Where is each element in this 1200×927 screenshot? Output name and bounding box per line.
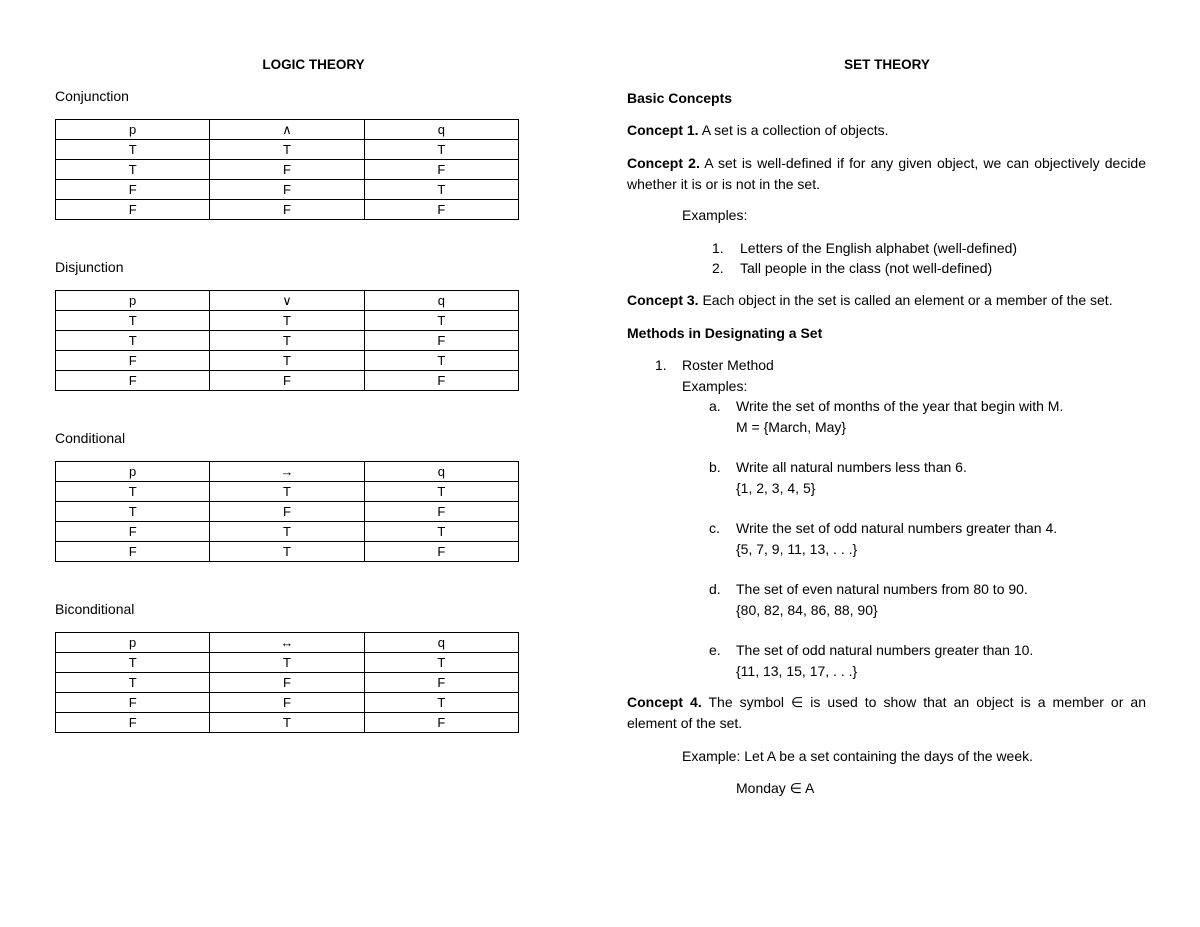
truth-table-row xyxy=(56,653,519,673)
truth-table-cell: T xyxy=(210,482,364,502)
roster-example-text: Write all natural numbers less than 6. xyxy=(736,459,967,475)
basic-concepts-heading: Basic Concepts xyxy=(627,90,733,106)
truth-table-cell: F xyxy=(56,693,210,713)
truth-table-cell: F xyxy=(210,502,364,522)
truth-table-header-row xyxy=(56,291,519,311)
truth-table-header-row xyxy=(56,633,519,653)
truth-table-label: Biconditional xyxy=(55,601,135,617)
truth-table-header-row xyxy=(56,462,519,482)
concept-4-example: Example: Let A be a set containing the days of the week. xyxy=(682,748,1034,764)
truth-table-row xyxy=(56,693,519,713)
truth-table-cell: F xyxy=(364,502,518,522)
roster-example-answer: {11, 13, 15, 17, . . .} xyxy=(736,663,858,679)
roster-example-text: Write the set of months of the year that begin with M. xyxy=(736,398,1064,414)
truth-table-cell: F xyxy=(56,351,210,371)
roster-example-answer: {1, 2, 3, 4, 5} xyxy=(736,480,816,496)
truth-table-row xyxy=(56,542,519,562)
truth-table-cell: T xyxy=(210,542,364,562)
truth-table-row xyxy=(56,200,519,220)
truth-table-cell: F xyxy=(56,371,210,391)
roster-example-letter: a. xyxy=(709,398,721,414)
roster-example-answer: M = {March, May} xyxy=(736,419,847,435)
truth-table-cell: T xyxy=(56,482,210,502)
truth-table-cell: F xyxy=(210,160,364,180)
truth-table-cell: T xyxy=(364,482,518,502)
truth-table-row xyxy=(56,502,519,522)
method-1-name: Roster Method xyxy=(682,357,774,373)
truth-table-cell: F xyxy=(56,542,210,562)
roster-example-text: The set of even natural numbers from 80 to 90. xyxy=(736,581,1028,597)
truth-table-header-cell: → xyxy=(210,462,364,482)
truth-table-cell: T xyxy=(364,693,518,713)
concept-3-label: Concept 3. xyxy=(627,292,699,308)
truth-table-row xyxy=(56,140,519,160)
concept-4-label: Concept 4. xyxy=(627,694,702,710)
concept-4-example-answer: Monday ∈ A xyxy=(736,780,815,796)
truth-table-header-cell: q xyxy=(364,462,518,482)
truth-table-cell: F xyxy=(364,713,518,733)
truth-table-cell: T xyxy=(56,140,210,160)
truth-table-cell: T xyxy=(210,713,364,733)
method-1-num: 1. xyxy=(655,357,667,373)
truth-table-cell: F xyxy=(210,693,364,713)
truth-table-cell: T xyxy=(364,311,518,331)
truth-table xyxy=(55,632,519,733)
truth-table-header-cell: p xyxy=(56,462,210,482)
concept-2-text: A set is well-defined if for any given object, we can objectively decide whether it is or is not in the set. xyxy=(627,155,1146,192)
truth-table-cell: T xyxy=(56,311,210,331)
truth-table-label: Disjunction xyxy=(55,259,124,275)
truth-table-cell: F xyxy=(364,371,518,391)
truth-table-row xyxy=(56,351,519,371)
truth-table-cell: T xyxy=(364,653,518,673)
truth-table-cell: F xyxy=(56,522,210,542)
roster-example-text: Write the set of odd natural numbers greater than 4. xyxy=(736,520,1058,536)
truth-table-row xyxy=(56,311,519,331)
truth-table-cell: T xyxy=(364,351,518,371)
truth-table xyxy=(55,461,519,562)
truth-table-row xyxy=(56,482,519,502)
concept-2 xyxy=(627,153,1146,195)
truth-table-header-cell: p xyxy=(56,120,210,140)
truth-table xyxy=(55,290,519,391)
truth-table-cell: T xyxy=(364,522,518,542)
truth-table xyxy=(55,119,519,220)
truth-table-cell: T xyxy=(210,140,364,160)
truth-table-cell: T xyxy=(364,180,518,200)
truth-table-label: Conditional xyxy=(55,430,126,446)
example-2-num: 2. xyxy=(712,260,724,276)
truth-table-cell: T xyxy=(210,653,364,673)
truth-table-cell: F xyxy=(210,371,364,391)
truth-table-row xyxy=(56,180,519,200)
truth-table-header-cell: q xyxy=(364,291,518,311)
concept-1-text: A set is a collection of objects. xyxy=(701,122,889,138)
truth-table-header-cell: p xyxy=(56,291,210,311)
truth-table-cell: T xyxy=(210,522,364,542)
concept-2-label: Concept 2. xyxy=(627,155,700,171)
truth-table-cell: T xyxy=(56,673,210,693)
truth-table-cell: T xyxy=(210,311,364,331)
example-1-text: Letters of the English alphabet (well-defined) xyxy=(740,240,1018,256)
truth-table-cell: T xyxy=(210,351,364,371)
method-1-examples-label: Examples: xyxy=(682,378,748,394)
truth-table-cell: F xyxy=(364,673,518,693)
truth-table-row xyxy=(56,160,519,180)
set-theory-title: SET THEORY xyxy=(844,57,930,72)
truth-table-cell: F xyxy=(364,542,518,562)
concept-2-examples-label: Examples: xyxy=(682,207,748,223)
truth-table-cell: T xyxy=(210,331,364,351)
concept-1-label: Concept 1. xyxy=(627,122,699,138)
roster-example-text: The set of odd natural numbers greater than 10. xyxy=(736,642,1034,658)
truth-table-cell: F xyxy=(56,713,210,733)
example-1-num: 1. xyxy=(712,240,724,256)
truth-table-row xyxy=(56,673,519,693)
truth-table-header-cell: p xyxy=(56,633,210,653)
truth-table-cell: T xyxy=(56,160,210,180)
truth-table-cell: F xyxy=(210,673,364,693)
roster-example-answer: {80, 82, 84, 86, 88, 90} xyxy=(736,602,878,618)
truth-table-header-row xyxy=(56,120,519,140)
truth-table-header-cell: ∧ xyxy=(210,120,364,140)
concept-4 xyxy=(627,692,1146,734)
methods-heading: Methods in Designating a Set xyxy=(627,325,823,341)
truth-table-cell: F xyxy=(364,160,518,180)
truth-table-cell: F xyxy=(210,180,364,200)
truth-table-cell: T xyxy=(56,653,210,673)
truth-table-row xyxy=(56,331,519,351)
concept-4-text: The symbol ∈ is used to show that an object is a member or an element of the set. xyxy=(627,694,1146,731)
truth-table-row xyxy=(56,522,519,542)
logic-theory-title: LOGIC THEORY xyxy=(262,57,365,72)
roster-example-letter: b. xyxy=(709,459,721,475)
concept-3 xyxy=(627,290,1157,311)
truth-table-header-cell: q xyxy=(364,120,518,140)
roster-example-answer: {5, 7, 9, 11, 13, . . .} xyxy=(736,541,858,557)
truth-table-cell: T xyxy=(56,502,210,522)
roster-example-letter: d. xyxy=(709,581,721,597)
truth-table-row xyxy=(56,713,519,733)
example-2-text: Tall people in the class (not well-defined) xyxy=(740,260,993,276)
concept-1 xyxy=(627,120,1147,141)
truth-table-cell: F xyxy=(210,200,364,220)
truth-table-cell: T xyxy=(56,331,210,351)
truth-table-cell: F xyxy=(364,200,518,220)
roster-example-letter: c. xyxy=(709,520,720,536)
truth-table-row xyxy=(56,371,519,391)
truth-table-label: Conjunction xyxy=(55,88,129,104)
truth-table-header-cell: ↔ xyxy=(210,633,364,653)
concept-3-text: Each object in the set is called an element or a member of the set. xyxy=(702,292,1113,308)
truth-table-cell: F xyxy=(364,331,518,351)
truth-table-cell: T xyxy=(364,140,518,160)
truth-table-cell: F xyxy=(56,200,210,220)
truth-table-header-cell: q xyxy=(364,633,518,653)
truth-table-header-cell: ∨ xyxy=(210,291,364,311)
truth-table-cell: F xyxy=(56,180,210,200)
roster-example-letter: e. xyxy=(709,642,721,658)
